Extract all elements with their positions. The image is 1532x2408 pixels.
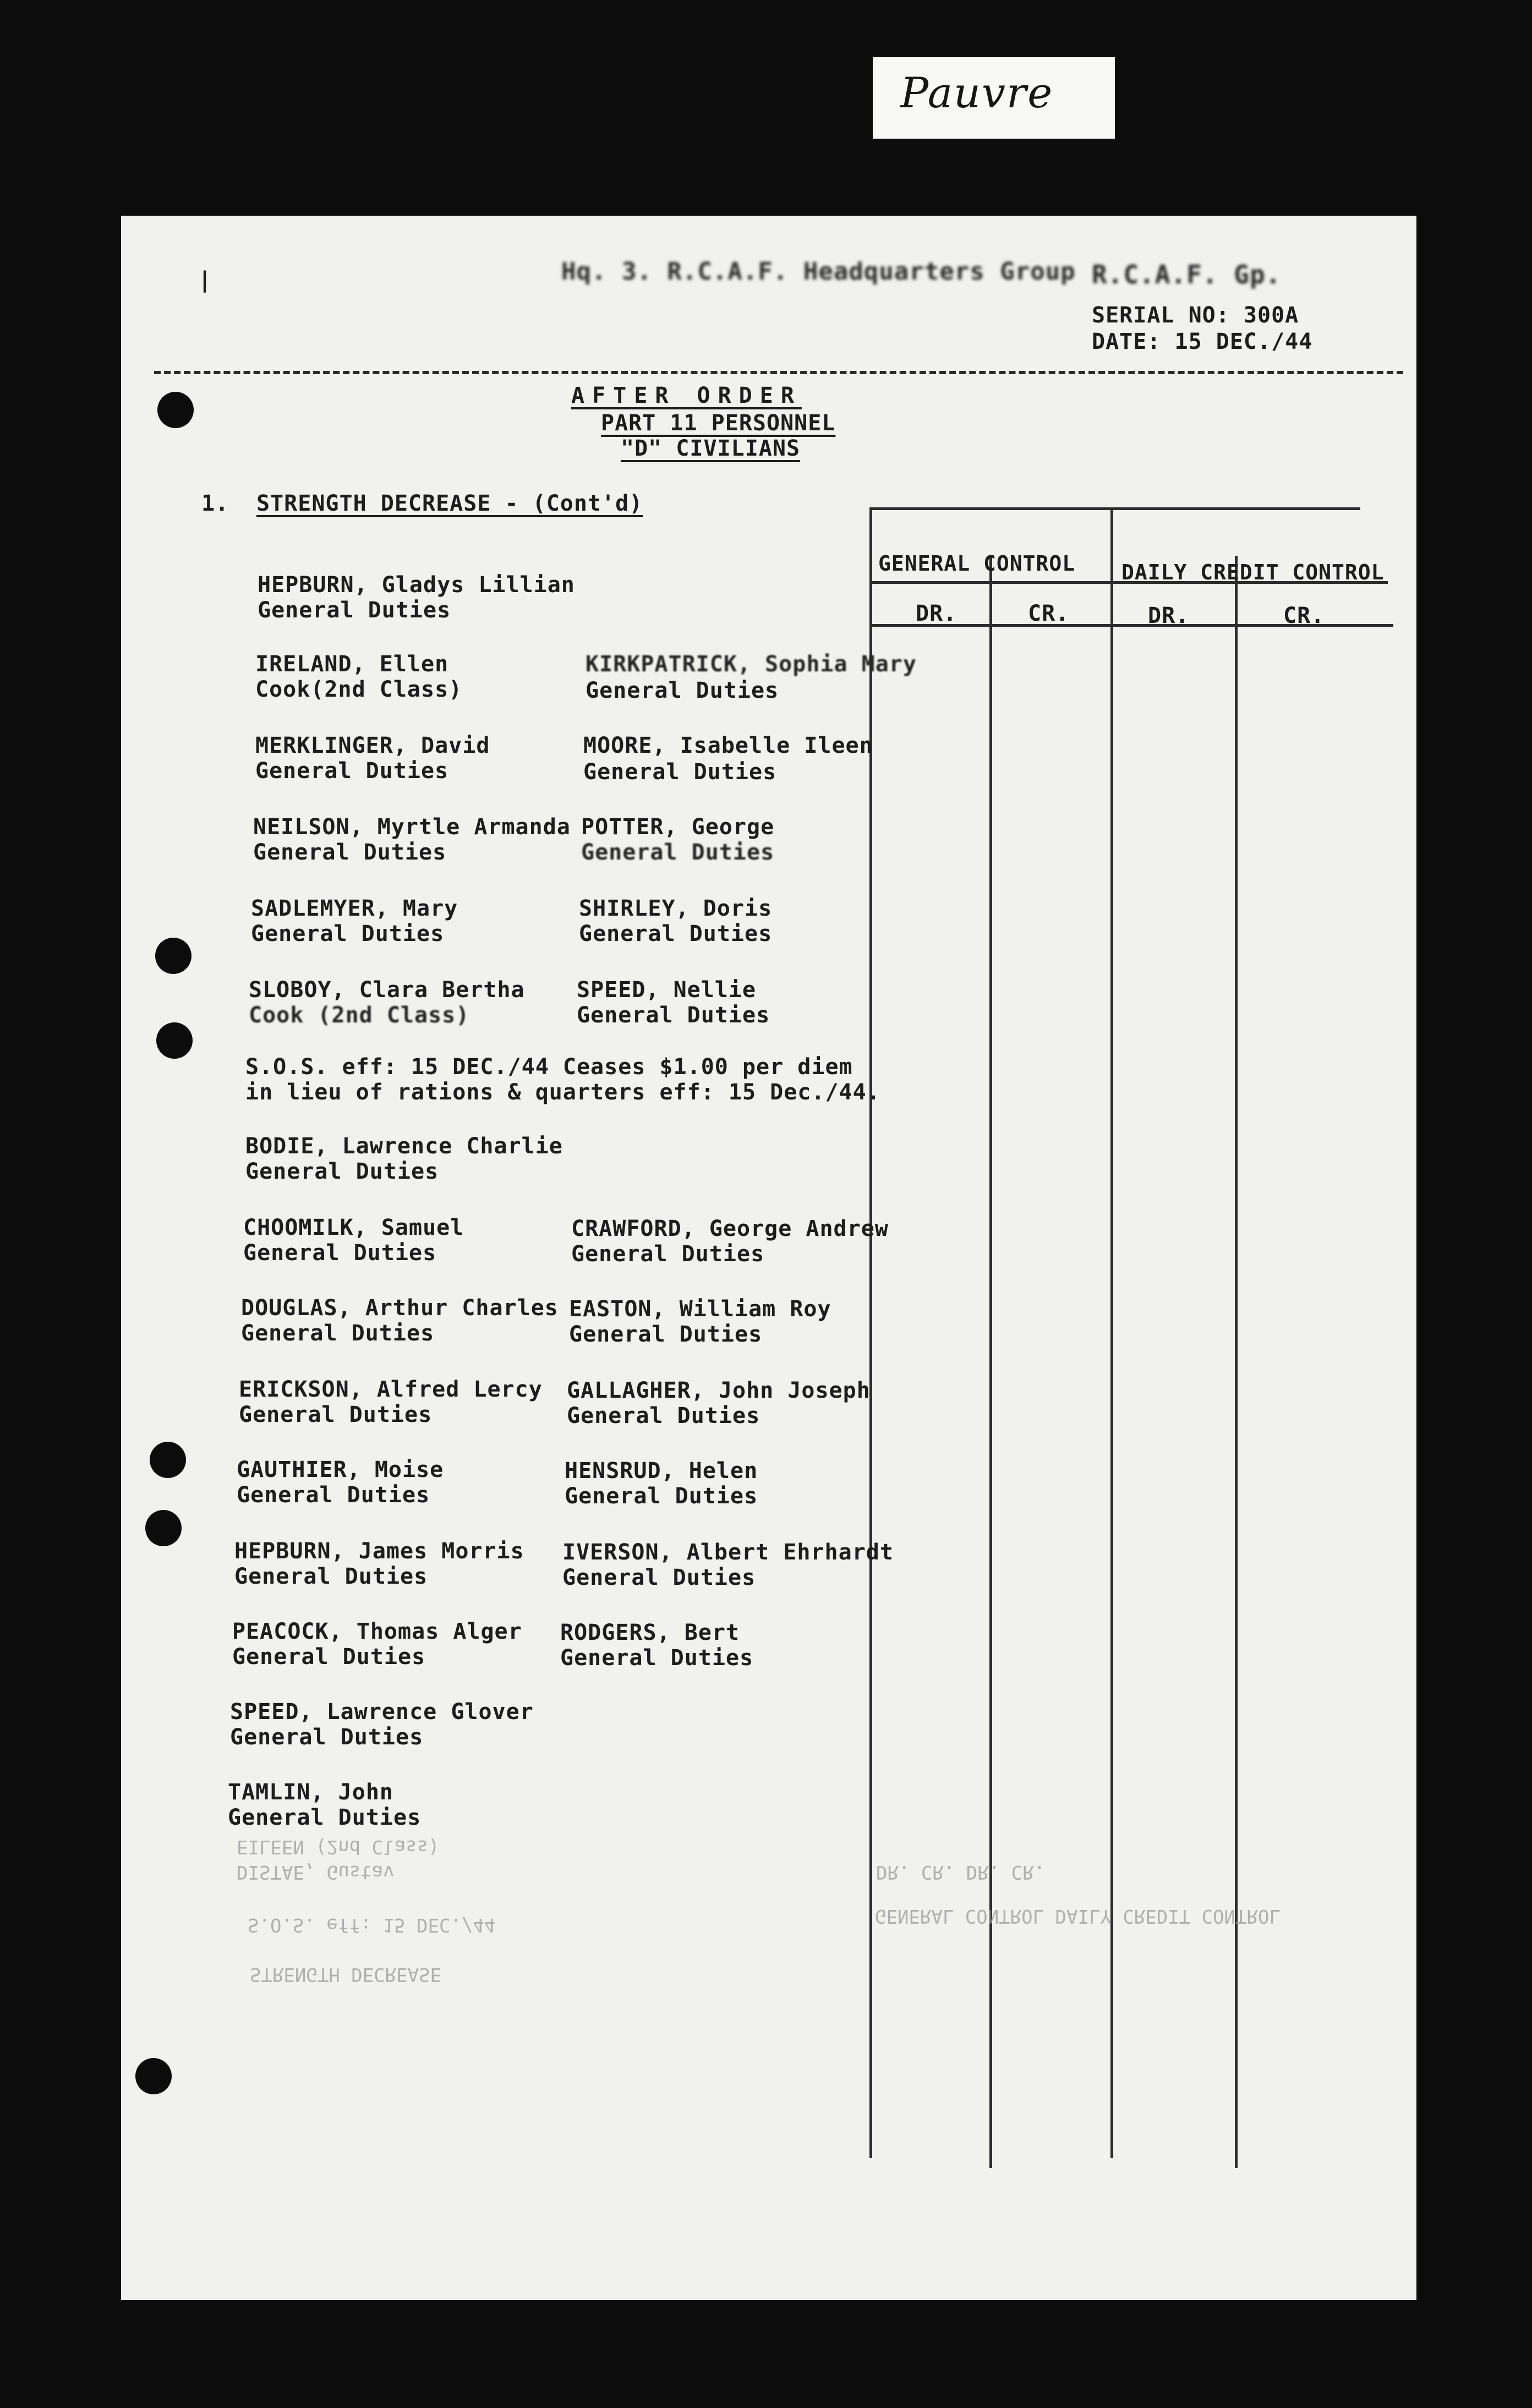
- bleed-through: S.O.S. eff: 15 DEC./44: [248, 1914, 496, 1936]
- employee-name: IVERSON, Albert Ehrhardt: [562, 1540, 894, 1565]
- employee-duty: General Duties: [583, 759, 777, 785]
- employee-name: ERICKSON, Alfred Lercy: [239, 1377, 543, 1402]
- file-tag: [873, 57, 1115, 139]
- employee-duty: General Duties: [586, 678, 779, 703]
- employee-name: MOORE, Isabelle Ileen: [583, 733, 873, 758]
- section-title: STRENGTH DECREASE - (Cont'd): [256, 491, 643, 516]
- employee-duty: General Duties: [245, 1159, 439, 1184]
- section-number: 1.: [201, 491, 229, 516]
- employee-name: DOUGLAS, Arthur Charles: [241, 1295, 559, 1321]
- header-corner: R.C.A.F. Gp.: [1092, 260, 1282, 289]
- dr-header: DR.: [916, 601, 958, 626]
- employee-name: MERKLINGER, David: [255, 733, 490, 758]
- employee-duty: General Duties: [258, 598, 451, 623]
- bleed-through: DR. CR. DR. CR.: [876, 1861, 1046, 1883]
- employee-duty: General Duties: [571, 1241, 765, 1267]
- bleed-through: STRENGTH DECREASE: [250, 1963, 441, 1985]
- punch-hole: [155, 938, 192, 974]
- cr-header: CR.: [1028, 601, 1070, 626]
- punch-hole: [157, 392, 194, 428]
- employee-duty: General Duties: [241, 1321, 435, 1346]
- employee-duty: General Duties: [234, 1564, 428, 1589]
- employee-name: BODIE, Lawrence Charlie: [245, 1134, 563, 1159]
- employee-duty: General Duties: [567, 1403, 760, 1429]
- order-category: "D" CIVILIANS: [621, 436, 801, 461]
- employee-name: SHIRLEY, Doris: [579, 896, 773, 921]
- daily-credit-control-header: DAILY CREDIT CONTROL: [1121, 560, 1385, 584]
- employee-name: PEACOCK, Thomas Alger: [232, 1619, 522, 1644]
- employee-duty: General Duties: [577, 1003, 770, 1028]
- ledger-top-rule: [871, 507, 1360, 510]
- employee-name: GAUTHIER, Moise: [237, 1457, 444, 1482]
- employee-duty: General Duties: [562, 1565, 756, 1590]
- employee-name: KIRKPATRICK, Sophia Mary: [586, 652, 917, 677]
- cr-header: CR.: [1283, 603, 1325, 628]
- order-date: DATE: 15 DEC./44: [1092, 329, 1313, 354]
- employee-name: CRAWFORD, George Andrew: [571, 1216, 889, 1241]
- bleed-through: GENERAL CONTROL DAILY CREDIT CONTROL: [875, 1905, 1281, 1927]
- bleed-through: DISTAE, Gustav: [237, 1861, 395, 1883]
- employee-duty: Cook (2nd Class): [249, 1003, 470, 1028]
- employee-name: NEILSON, Myrtle Armanda: [253, 814, 571, 840]
- punch-hole: [150, 1442, 186, 1478]
- employee-duty: General Duties: [228, 1805, 422, 1830]
- bleed-through: EILEEN (2nd Class): [237, 1836, 440, 1858]
- sos-note: S.O.S. eff: 15 DEC./44 Ceases $1.00 per diem: [245, 1054, 853, 1080]
- employee-name: SPEED, Nellie: [577, 977, 757, 1003]
- employee-duty: Cook(2nd Class): [255, 677, 463, 702]
- employee-name: HENSRUD, Helen: [565, 1458, 758, 1484]
- employee-name: HEPBURN, Gladys Lillian: [258, 572, 575, 598]
- employee-name: SPEED, Lawrence Glover: [230, 1699, 534, 1725]
- employee-duty: General Duties: [239, 1402, 433, 1427]
- employee-name: POTTER, George: [581, 814, 775, 840]
- employee-name: SADLEMYER, Mary: [251, 896, 458, 921]
- employee-duty: General Duties: [565, 1484, 758, 1509]
- employee-duty: General Duties: [560, 1645, 754, 1671]
- punch-hole: [145, 1510, 182, 1546]
- dr-header: DR.: [1148, 603, 1190, 628]
- employee-duty: General Duties: [569, 1322, 763, 1347]
- header-divider: [154, 371, 1403, 374]
- general-control-header: GENERAL CONTROL: [878, 551, 1076, 576]
- employee-name: GALLAGHER, John Joseph: [567, 1378, 871, 1403]
- employee-duty: General Duties: [230, 1725, 424, 1750]
- employee-duty: General Duties: [243, 1240, 437, 1266]
- order-title: AFTER ORDER: [571, 383, 802, 408]
- employee-duty: General Duties: [251, 921, 445, 946]
- employee-name: RODGERS, Bert: [560, 1620, 740, 1645]
- employee-name: CHOOMILK, Samuel: [243, 1215, 464, 1240]
- employee-duty: General Duties: [581, 840, 775, 865]
- employee-duty: General Duties: [579, 921, 773, 946]
- order-part: PART 11 PERSONNEL: [601, 411, 836, 436]
- employee-name: EASTON, William Roy: [569, 1296, 831, 1322]
- employee-name: IRELAND, Ellen: [255, 652, 449, 677]
- employee-duty: General Duties: [232, 1644, 426, 1670]
- employee-name: TAMLIN, John: [228, 1780, 393, 1805]
- punch-hole: [156, 1022, 193, 1059]
- sos-note: in lieu of rations & quarters eff: 15 Dec./44.: [245, 1080, 880, 1105]
- employee-name: SLOBOY, Clara Bertha: [249, 977, 525, 1003]
- employee-duty: General Duties: [255, 758, 449, 784]
- header-title: Hq. 3. R.C.A.F. Headquarters Group: [561, 258, 1076, 286]
- serial-number: SERIAL NO: 300A: [1092, 303, 1299, 328]
- punch-hole: [135, 2058, 172, 2094]
- order-sheet: | Hq. 3. R.C.A.F. Headquarters Group R.C.A.F. Gp. SERIAL NO: 300A DATE: 15 DEC./44 AFTER ORDER PART 11 PERSONNEL "D" CIVILIANS 1. STRENGTH DECREASE - (Cont'd) GENERAL CONTROL DAILY CREDIT CONTROL DR. CR. DR. CR. HEPBURN, Gladys Lillian General Duties IRELAND, Ellen Cook(2nd Class) KIRKPATRICK, Sophia Mary General Duties MERKLINGER, David General Duties MOORE, Isabelle Ileen General Duties NEILSON, Myrtle Armanda General Duties POTTER, George General Duties SADLEMYER, Mary General Duties SHIRLEY, Doris General Duties SLOBOY, Clara Bertha Cook (2nd Class) SPEED, Nellie General Duties S.O.S. eff: 15 DEC./44 Ceases $1.00 per diem in lieu of rations & quarters eff: 15 Dec./44. BODIE, Lawrence Charlie General Duties CHOOMILK, Samuel General Duties CRAWFORD, George Andrew General Duties DOUGLAS, Arthur Charles General Duties EASTON, William Roy General Duties ERICKSON, Alfred Lercy General Duties GALLAGHER, John Joseph General Duties GAUTHIER, Moise General Duties HENSRUD, Helen General Duties HEPBURN, James Morris General Duties IVERSON, Albert Ehrhardt General Duties PEACOCK, Thomas Alger General Duties RODGERS, Bert General Duties SPEED, Lawrence Glover General Duties TAMLIN, John General Duties EILEEN (2nd Class) DISTAE, Gustav S.O.S. eff: 15 DEC./44 STRENGTH DECREASE DR. CR. DR. CR. GENERAL CONTROL DAILY CREDIT CONTROL: [121, 216, 1416, 2300]
- employee-duty: General Duties: [253, 840, 447, 865]
- file-tag-text: Pauvre: [900, 68, 1054, 117]
- employee-duty: General Duties: [237, 1482, 430, 1508]
- employee-name: HEPBURN, James Morris: [234, 1539, 524, 1564]
